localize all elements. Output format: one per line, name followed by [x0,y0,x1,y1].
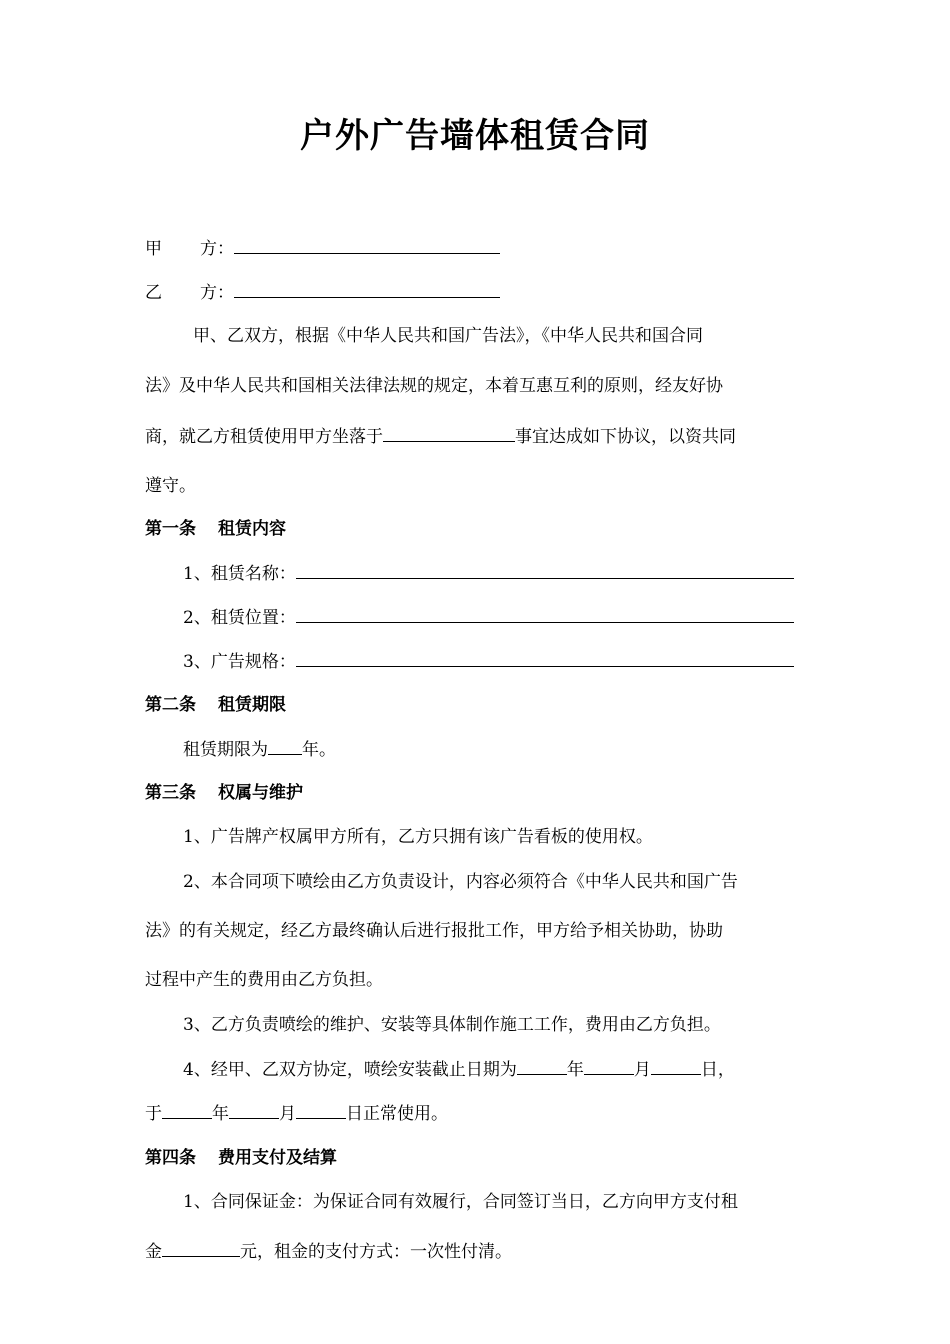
article-4-heading [145,1146,337,1170]
use-end-label: 日正常使用。 [346,1104,448,1124]
install-day-blank [651,1057,701,1075]
article-4-number: 第四条 [145,1148,196,1168]
article-1-number: 第一条 [145,519,196,539]
article-4-p1-line-2 [145,1239,512,1264]
party-b-line [145,280,500,305]
article-3-number: 第三条 [145,783,196,803]
article-1-item-1-blank [296,561,794,579]
article-3-title: 权属与维护 [218,783,303,803]
intro-line-3-b: 事宜达成如下协议，以资共同 [515,427,736,447]
article-3-p2-line-3: 过程中产生的费用由乙方负担。 [145,970,383,990]
article-4-p1-line-2-a: 金 [145,1242,162,1262]
article-3-p4-line-2 [145,1101,448,1126]
intro-line-3 [145,424,736,449]
article-1-item-3 [183,649,794,674]
intro-line-2: 法》及中华人民共和国相关法律法规的规定，本着互惠互利的原则，经友好协 [145,376,723,396]
party-a-label: 甲 [145,239,162,259]
month-label: 月 [633,1060,651,1080]
article-1-item-2 [183,605,794,630]
party-a-label-suffix: 方： [200,239,234,259]
article-1-item-3-label: 3、广告规格： [183,652,296,672]
article-2-text [183,737,336,762]
article-3-p4-line-1 [183,1057,735,1082]
use-day-blank [296,1101,346,1119]
article-2-title: 租赁期限 [218,695,286,715]
contract-title: 户外广告墙体租赁合同 [300,116,650,156]
location-blank [383,424,515,442]
article-2-text-a: 租赁期限为 [183,740,268,760]
article-3-p1: 1、广告牌产权属甲方所有，乙方只拥有该广告看板的使用权。 [183,827,653,847]
use-month-blank [229,1101,279,1119]
article-4-p1-line-1: 1、合同保证金：为保证合同有效履行，合同签订当日，乙方向甲方支付租 [183,1192,738,1212]
year-label: 年 [566,1060,584,1080]
article-1-item-2-label: 2、租赁位置： [183,608,296,628]
article-4-title: 费用支付及结算 [218,1148,337,1168]
intro-line-3-a: 商，就乙方租赁使用甲方坐落于 [145,427,383,447]
article-2-heading [145,693,286,717]
use-month-label: 月 [279,1104,296,1124]
article-4-p1-line-2-b: 元，租金的支付方式：一次性付清。 [240,1242,512,1262]
article-3-p2-line-1: 2、本合同项下喷绘由乙方负责设计，内容必须符合《中华人民共和国广告 [183,872,738,892]
day-label: 日， [700,1060,735,1080]
use-year-blank [162,1101,212,1119]
article-3-p4-b: 于 [145,1104,162,1124]
install-month-blank [584,1057,634,1075]
lease-years-blank [268,737,302,755]
article-3-p3: 3、乙方负责喷绘的维护、安装等具体制作施工工作，费用由乙方负担。 [183,1015,721,1035]
article-1-item-3-blank [296,649,794,667]
article-2-text-b: 年。 [302,740,336,760]
intro-line-4: 遵守。 [145,476,196,496]
article-1-item-1-label: 1、租赁名称： [183,564,296,584]
article-3-p2-line-2: 法》的有关规定，经乙方最终确认后进行报批工作，甲方给予相关协助，协助 [145,921,723,941]
rent-amount-blank [162,1239,240,1257]
article-1-heading [145,517,286,541]
article-2-number: 第二条 [145,695,196,715]
party-b-label-suffix: 方： [200,283,234,303]
party-b-blank [234,280,500,298]
intro-line-1: 甲、乙双方，根据《中华人民共和国广告法》，《中华人民共和国合同 [193,326,703,346]
party-a-line [145,236,500,261]
install-year-blank [517,1057,567,1075]
party-a-blank [234,236,500,254]
article-3-heading [145,781,303,805]
article-1-item-2-blank [296,605,794,623]
article-1-item-1 [183,561,794,586]
article-1-title: 租赁内容 [218,519,286,539]
use-year-label: 年 [212,1104,229,1124]
article-3-p4-a: 4、经甲、乙双方协定，喷绘安装截止日期为 [183,1060,517,1080]
party-b-label: 乙 [145,283,162,303]
